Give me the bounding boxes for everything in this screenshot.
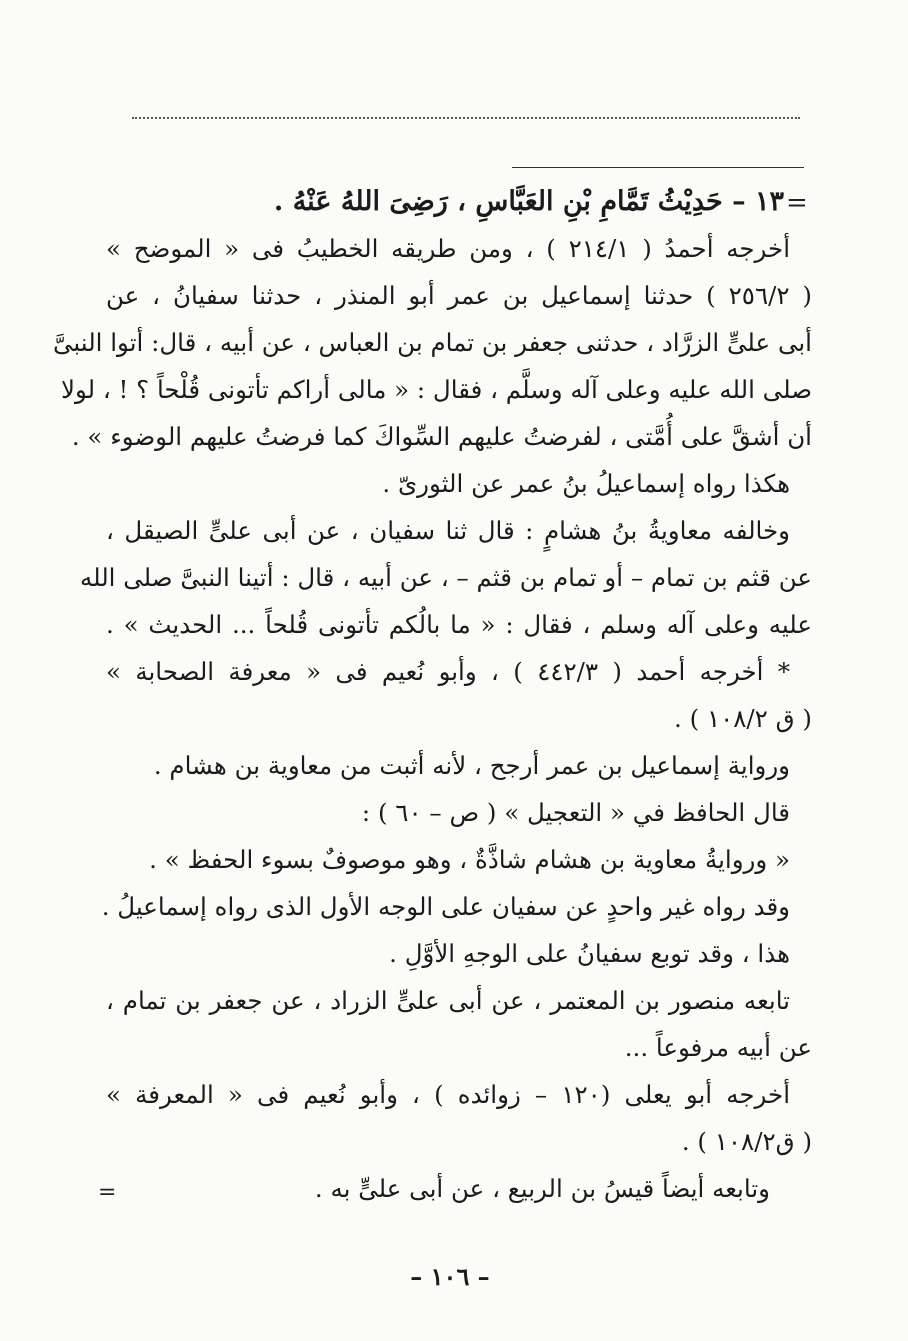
text-line: أبى علىٍّ الزرَّاد ، حدثنى جعفر بن تمام بن العباس ، عن أبيه ، قال: أتوا النبىَّ xyxy=(52,328,812,357)
text-line: ورواية إسماعيل بن عمر أرجح ، لأنه أثبت من معاوية بن هشام . xyxy=(153,751,790,780)
dotted-separator xyxy=(132,117,800,119)
continuation-mark-bottom: = xyxy=(98,1180,117,1205)
footnote-line: ( ق ١٠٨/٢ ) . xyxy=(674,704,812,733)
text-line: أخرجه أبو يعلى (١٢٠ – زوائده ) ، وأبو نُعيم فى « المعرفة » xyxy=(106,1080,791,1109)
text-line: هكذا رواه إسماعيلُ بنُ عمر عن الثورىّ . xyxy=(382,469,790,498)
hadith-heading: ١٣ – حَدِيْثُ تَمَّامِ بْنِ العَبَّاسِ ، رَضِىَ اللهُ عَنْهُ . xyxy=(273,186,784,217)
text-line: هذا ، وقد توبع سفيانُ على الوجهِ الأوَّلِ . xyxy=(389,939,790,968)
heading-rule xyxy=(512,167,804,168)
text-line: أن أشقَّ على أُمَّتى ، لفرضتُ عليهم السِّواكَ كما فرضتُ عليهم الوضوء » . xyxy=(71,422,812,451)
text-line: وقد رواه غير واحدٍ عن سفيان على الوجه الأول الذى رواه إسماعيلُ . xyxy=(101,892,790,921)
text-line: ( ٢٥٦/٢ ) حدثنا إسماعيل بن عمر أبو المنذر ، حدثنا سفيانُ ، عن xyxy=(106,281,812,310)
text-line: تابعه منصور بن المعتمر ، عن أبى علىٍّ الزراد ، عن جعفر بن تمام ، xyxy=(106,986,790,1015)
text-line: صلى الله عليه وعلى آله وسلَّم ، فقال : « مالى أراكم تأتونى قُلْحاً ؟ ! ، لولا xyxy=(60,375,812,404)
text-line: قال الحافظ في « التعجيل » ( ص – ٦٠ ) : xyxy=(361,798,790,827)
footnote-line: * أخرجه أحمد ( ٤٤٢/٣ ) ، وأبو نُعيم فى « معرفة الصحابة » xyxy=(106,657,791,686)
quote-line: « وروايةُ معاوية بن هشام شاذَّةٌ ، وهو موصوفٌ بسوء الحفظ » . xyxy=(149,845,790,874)
continuation-mark-top: = xyxy=(786,188,808,218)
text-line: عن أبيه مرفوعاً ... xyxy=(624,1033,812,1062)
text-line: وتابعه أيضاً قيسُ بن الربيع ، عن أبى علىٍّ به . xyxy=(314,1174,770,1203)
page-body xyxy=(52,178,812,1212)
text-line: ( ق١٠٨/٢ ) . xyxy=(681,1127,812,1156)
text-line: وخالفه معاويةُ بنُ هشامٍ : قال ثنا سفيان ، عن أبى علىٍّ الصيقل ، xyxy=(106,516,790,545)
page-number: – ١٠٦ – xyxy=(410,1262,490,1291)
text-line: أخرجه أحمدُ ( ٢١٤/١ ) ، ومن طريقه الخطيبُ فى « الموضح » xyxy=(106,234,790,263)
text-line: عن قثم بن تمام – أو تمام بن قثم – ، عن أبيه ، قال : أتينا النبىَّ صلى الله xyxy=(79,563,812,592)
text-line: عليه وعلى آله وسلم ، فقال : « ما بالُكم تأتونى قُلحاً ... الحديث » . xyxy=(106,610,812,639)
